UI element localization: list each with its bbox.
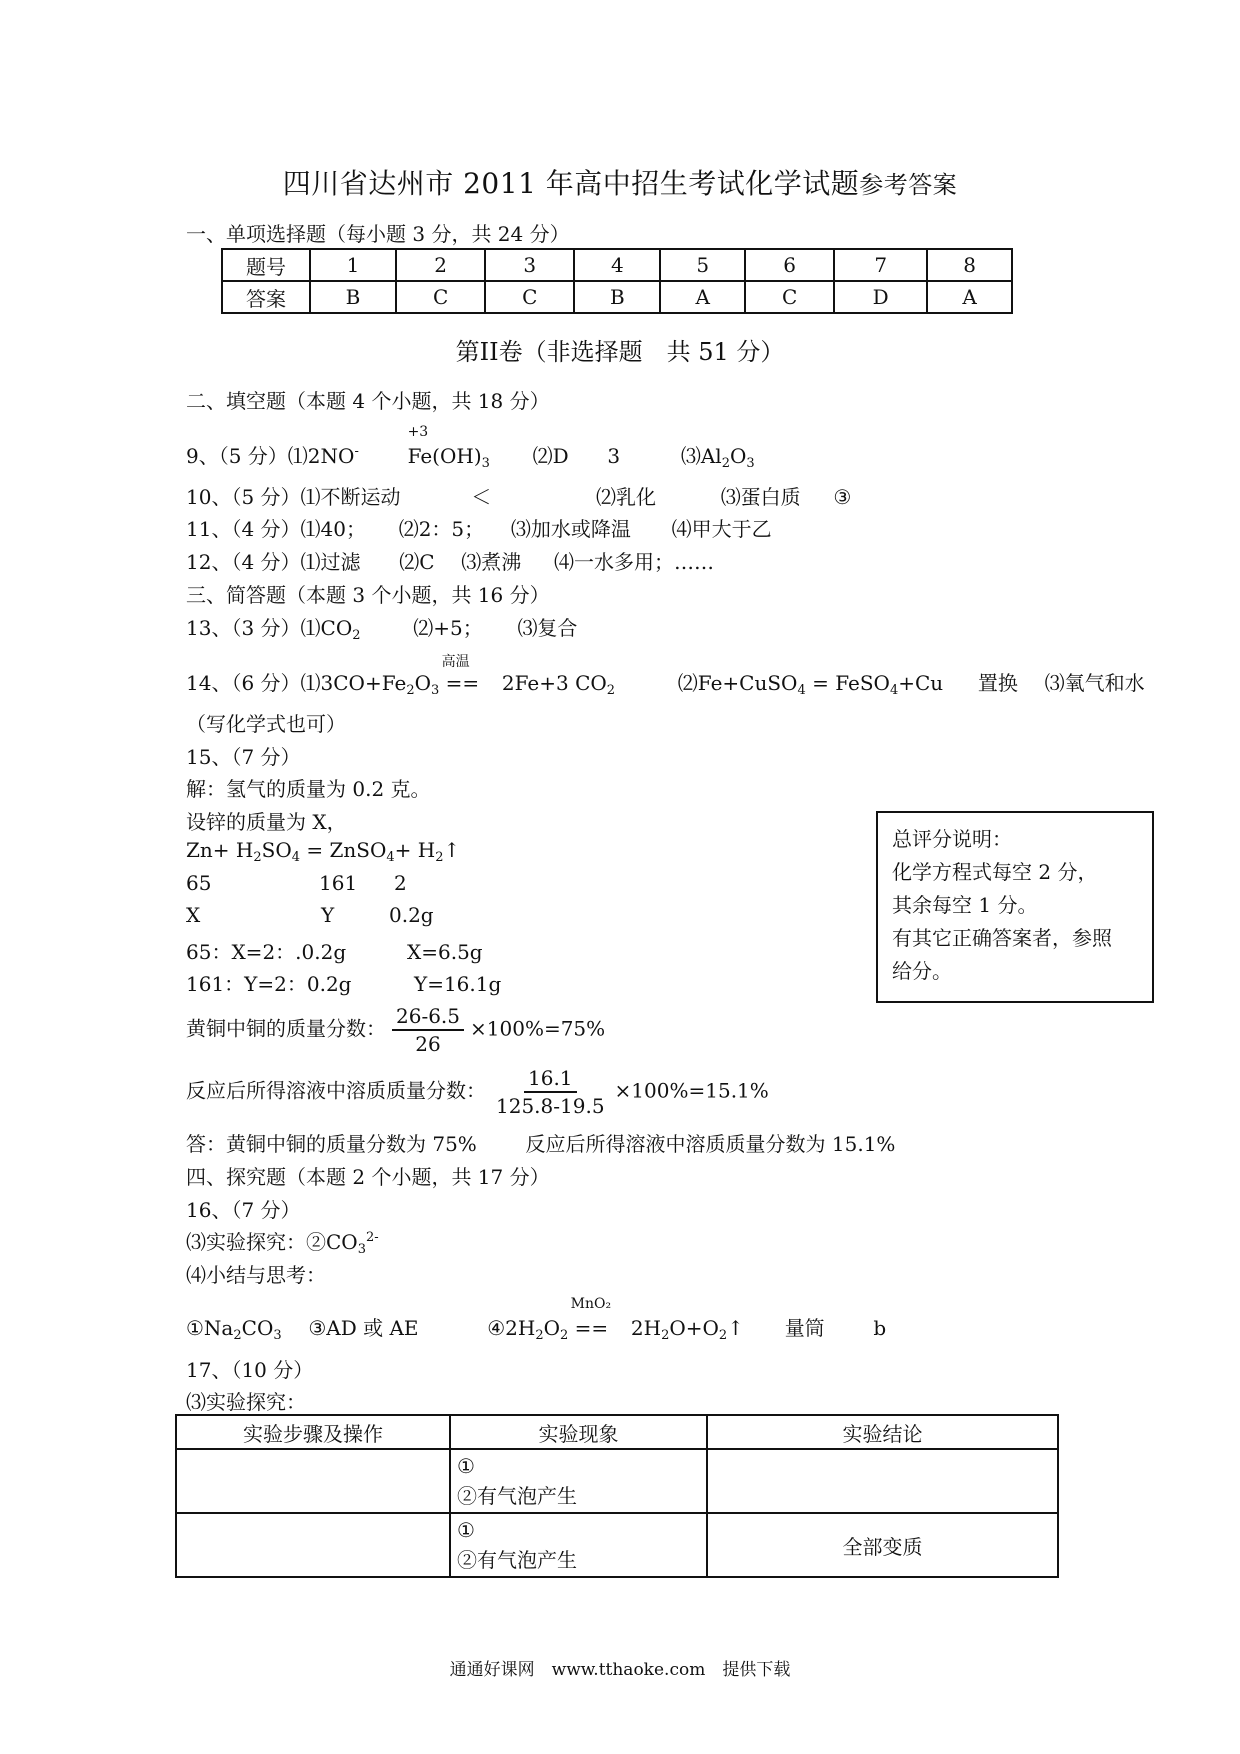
- q10-part: ⑶蛋白质: [720, 485, 801, 509]
- section4-heading: 四、探究题（本题 2 个小题，共 17 分）: [186, 1165, 550, 1189]
- q12-line: [186, 546, 714, 575]
- subscript: 4: [386, 850, 395, 865]
- subscript: 3: [357, 1242, 366, 1257]
- page-title: [0, 162, 1240, 202]
- ratio-value: Y: [321, 903, 335, 927]
- subscript: 4: [291, 850, 301, 865]
- formula-part: O+O: [669, 1316, 719, 1340]
- catalyst-label: MnO₂: [570, 1296, 612, 1312]
- answer-cell: A: [927, 281, 1012, 313]
- ratio-value: 2: [394, 871, 407, 895]
- q16-answers: [186, 1296, 887, 1343]
- q11-part: ⑶加水或降温: [510, 517, 631, 541]
- phenomenon-cell: [450, 1449, 707, 1513]
- subscript: 3: [481, 456, 490, 471]
- note-line: 有其它正确答案者，参照: [892, 926, 1112, 950]
- q15-solution-fraction: [186, 1065, 769, 1119]
- q12-part: ⑷一水多用；……: [554, 550, 714, 574]
- denominator: 125.8-19.5: [496, 1094, 605, 1118]
- question-number: 6: [745, 249, 834, 281]
- calc-result: X=6.5g: [407, 940, 483, 964]
- row-label: 题号: [222, 249, 310, 281]
- answer-cell: C: [745, 281, 834, 313]
- reaction-condition: [441, 654, 480, 695]
- subscript: 3: [273, 1328, 282, 1343]
- step-cell: [176, 1513, 450, 1577]
- q10-line: [186, 481, 851, 510]
- answer-cell: C: [485, 281, 574, 313]
- question-number: 4: [574, 249, 660, 281]
- q9-part: O: [729, 444, 747, 468]
- q12-part: ⑶煮沸: [461, 550, 522, 574]
- q9-part: ⑶Al: [680, 444, 722, 468]
- column-header: 实验现象: [450, 1415, 707, 1449]
- subscript: 4: [797, 683, 806, 698]
- footer: 通通好课网 www.tthaoke.com 提供下载: [449, 1660, 791, 1680]
- subscript: 2: [718, 1328, 728, 1343]
- question-number: 2: [396, 249, 485, 281]
- calc-result: Y=16.1g: [414, 972, 502, 996]
- q9-line: [186, 424, 755, 471]
- q10-part: ③: [833, 485, 852, 509]
- step-cell: [176, 1449, 450, 1513]
- q16-line1: [186, 1226, 379, 1257]
- formula-part: 2H: [630, 1316, 662, 1340]
- q10-label: 10、（5 分）⑴不断运动: [186, 485, 401, 509]
- q15-line1: 解：氢气的质量为 0.2 克。: [186, 777, 431, 801]
- q14-label: 14、（6 分）⑴3CO+Fe: [186, 671, 407, 695]
- formula-part: ↑: [443, 838, 461, 862]
- table-row: [222, 249, 1012, 281]
- formula-part: ↑: [727, 1316, 744, 1340]
- formula: Fe(OH): [407, 444, 482, 468]
- q15-ratio-row: [186, 871, 407, 895]
- calc-label: 黄铜中铜的质量分数：: [186, 1016, 386, 1041]
- fraction: [492, 1065, 609, 1119]
- formula-part: ⑶氧气和水: [1044, 671, 1145, 695]
- denominator: 26: [415, 1032, 441, 1056]
- numerator: 26-6.5: [392, 1003, 464, 1031]
- q10-part: ⑵乳化: [595, 485, 656, 509]
- calc-step: 161：Y=2：0.2g: [186, 972, 352, 996]
- q16-text: ⑶实验探究：②CO: [186, 1230, 358, 1254]
- q15-calc-y: [186, 968, 501, 997]
- calc-step: 65：X=2：.0.2g: [186, 940, 347, 964]
- q13-label: 13、（3 分）⑴CO: [186, 616, 353, 640]
- q17-line1: ⑶实验探究：: [186, 1390, 306, 1414]
- subscript: 3: [746, 456, 755, 471]
- condition-label: 高温: [441, 654, 470, 670]
- answer-part: 答：黄铜中铜的质量分数为 75%: [186, 1132, 477, 1156]
- subscript: 2: [661, 1328, 670, 1343]
- equals-sign: ==: [445, 671, 480, 695]
- q12-part: ⑵C: [399, 550, 435, 574]
- scoring-note-box: [876, 811, 1154, 1003]
- q16-label: 16、（7 分）: [186, 1198, 301, 1222]
- formula-part: ④2H: [487, 1316, 536, 1340]
- q15-calc-x: [186, 936, 483, 965]
- section1-heading: 一、单项选择题（每小题 3 分，共 24 分）: [186, 222, 570, 246]
- phenomenon-line: ①: [457, 1454, 475, 1478]
- reaction-type: 置换: [977, 671, 1018, 695]
- question-number: 8: [927, 249, 1012, 281]
- q11-label: 11、（4 分）⑴40；: [186, 517, 366, 541]
- q15-copper-fraction: [186, 1003, 605, 1057]
- subscript: 2: [606, 683, 616, 698]
- answer-part: 反应后所得溶液中溶质质量分数为 15.1%: [525, 1132, 896, 1156]
- title-suffix: 参考答案: [859, 171, 958, 199]
- q17-label: 17、（10 分）: [186, 1358, 314, 1382]
- valence-label: +3: [407, 424, 429, 440]
- valence-formula: [407, 424, 490, 471]
- section2-heading: 二、填空题（本题 4 个小题，共 18 分）: [186, 389, 550, 413]
- ratio-value: 0.2g: [389, 903, 434, 927]
- calc-label: 反应后所得溶液中溶质质量分数：: [186, 1078, 486, 1103]
- answer-cell: D: [834, 281, 927, 313]
- q9-label: 9、（5 分）⑴2NO: [186, 444, 355, 468]
- formula-part: = FeSO: [805, 671, 890, 695]
- equals-sign: ==: [574, 1316, 609, 1340]
- section3-heading: 三、简答题（本题 3 个小题，共 16 分）: [186, 583, 550, 607]
- calc-result: ×100%=15.1%: [614, 1078, 769, 1103]
- choice-answer-table: [221, 248, 1013, 314]
- formula-part: O: [543, 1316, 561, 1340]
- table-header-row: [176, 1415, 1058, 1449]
- superscript: -: [354, 444, 359, 459]
- formula-part: ①Na: [186, 1316, 234, 1340]
- numerator: 16.1: [524, 1065, 577, 1093]
- phenomenon-line: ②有气泡产生: [457, 1548, 577, 1572]
- answer-cell: C: [396, 281, 485, 313]
- volume2-title: 第II卷（非选择题 共 51 分）: [455, 338, 785, 366]
- subscript: 2: [435, 850, 444, 865]
- q16-line2: ⑷小结与思考：: [186, 1263, 326, 1287]
- q13-line: [186, 612, 577, 643]
- subscript: 3: [431, 683, 440, 698]
- reaction-condition: [570, 1296, 612, 1340]
- subscript: 2: [535, 1328, 544, 1343]
- answer-cell: A: [660, 281, 745, 313]
- title-main: 四川省达州市 2011 年高中招生考试化学试题: [282, 167, 860, 200]
- subscript: 2: [253, 850, 262, 865]
- q11-line: [186, 513, 772, 542]
- q14-line: [186, 654, 1145, 698]
- experiment-table: [175, 1414, 1059, 1578]
- note-line: 给分。: [892, 959, 952, 983]
- q13-part: ⑶复合: [517, 616, 578, 640]
- answer-cell: B: [574, 281, 660, 313]
- question-number: 3: [485, 249, 574, 281]
- q15-answer: [186, 1128, 895, 1157]
- note-line: 总评分说明：: [892, 827, 1012, 851]
- q15-line2: 设锌的质量为 X，: [186, 810, 347, 834]
- note-line: 其余每空 1 分。: [892, 893, 1038, 917]
- formula-part: ⑵Fe+CuSO: [677, 671, 798, 695]
- q16-answer: 量筒: [784, 1316, 825, 1340]
- formula-part: +Cu: [898, 671, 944, 695]
- formula-part: 2Fe+3 CO: [501, 671, 607, 695]
- formula-part: = ZnSO: [300, 838, 387, 862]
- q12-label: 12、（4 分）⑴过滤: [186, 550, 361, 574]
- fraction: [392, 1003, 464, 1057]
- subscript: 2: [406, 683, 415, 698]
- question-number: 1: [310, 249, 396, 281]
- q16-answer: ③AD 或 AE: [308, 1316, 419, 1340]
- ratio-value: 65: [186, 871, 212, 895]
- q15-equation: [186, 838, 460, 865]
- conclusion-cell: [707, 1449, 1058, 1513]
- table-row: [176, 1513, 1058, 1577]
- q11-part: ⑵2：5；: [398, 517, 485, 541]
- formula-part: CO: [241, 1316, 274, 1340]
- phenomenon-line: ①: [457, 1518, 475, 1542]
- q13-part: ⑵+5；: [413, 616, 483, 640]
- q16-answer: b: [873, 1316, 887, 1340]
- calc-result: ×100%=75%: [470, 1016, 606, 1041]
- q15-label: 15、（7 分）: [186, 745, 301, 769]
- q9-part: ⑵D: [532, 444, 569, 468]
- column-header: 实验步骤及操作: [176, 1415, 450, 1449]
- q10-part: ＜: [471, 485, 492, 509]
- note-line: 化学方程式每空 2 分，: [892, 860, 1098, 884]
- table-row: [176, 1449, 1058, 1513]
- conclusion-cell: 全部变质: [707, 1513, 1058, 1577]
- question-number: 5: [660, 249, 745, 281]
- ratio-value: 161: [319, 871, 358, 895]
- subscript: 2: [352, 628, 361, 643]
- table-row: [222, 281, 1012, 313]
- answer-cell: B: [310, 281, 396, 313]
- formula-part: + H: [394, 838, 436, 862]
- q11-part: ⑷甲大于乙: [671, 517, 772, 541]
- row-label: 答案: [222, 281, 310, 313]
- q15-ratio-row: [186, 903, 434, 927]
- ratio-value: X: [186, 903, 201, 927]
- phenomenon-line: ②有气泡产生: [457, 1484, 577, 1508]
- formula-part: Zn+ H: [186, 838, 254, 862]
- formula-part: SO: [261, 838, 292, 862]
- phenomenon-cell: [450, 1513, 707, 1577]
- subscript: 2: [560, 1328, 569, 1343]
- superscript: 2-: [365, 1230, 379, 1245]
- q14-note: （写化学式也可）: [186, 712, 346, 736]
- formula-part: O: [414, 671, 432, 695]
- q9-part: 3: [607, 444, 621, 468]
- subscript: 4: [889, 683, 899, 698]
- subscript: 2: [233, 1328, 242, 1343]
- subscript: 2: [721, 456, 730, 471]
- column-header: 实验结论: [707, 1415, 1058, 1449]
- question-number: 7: [834, 249, 927, 281]
